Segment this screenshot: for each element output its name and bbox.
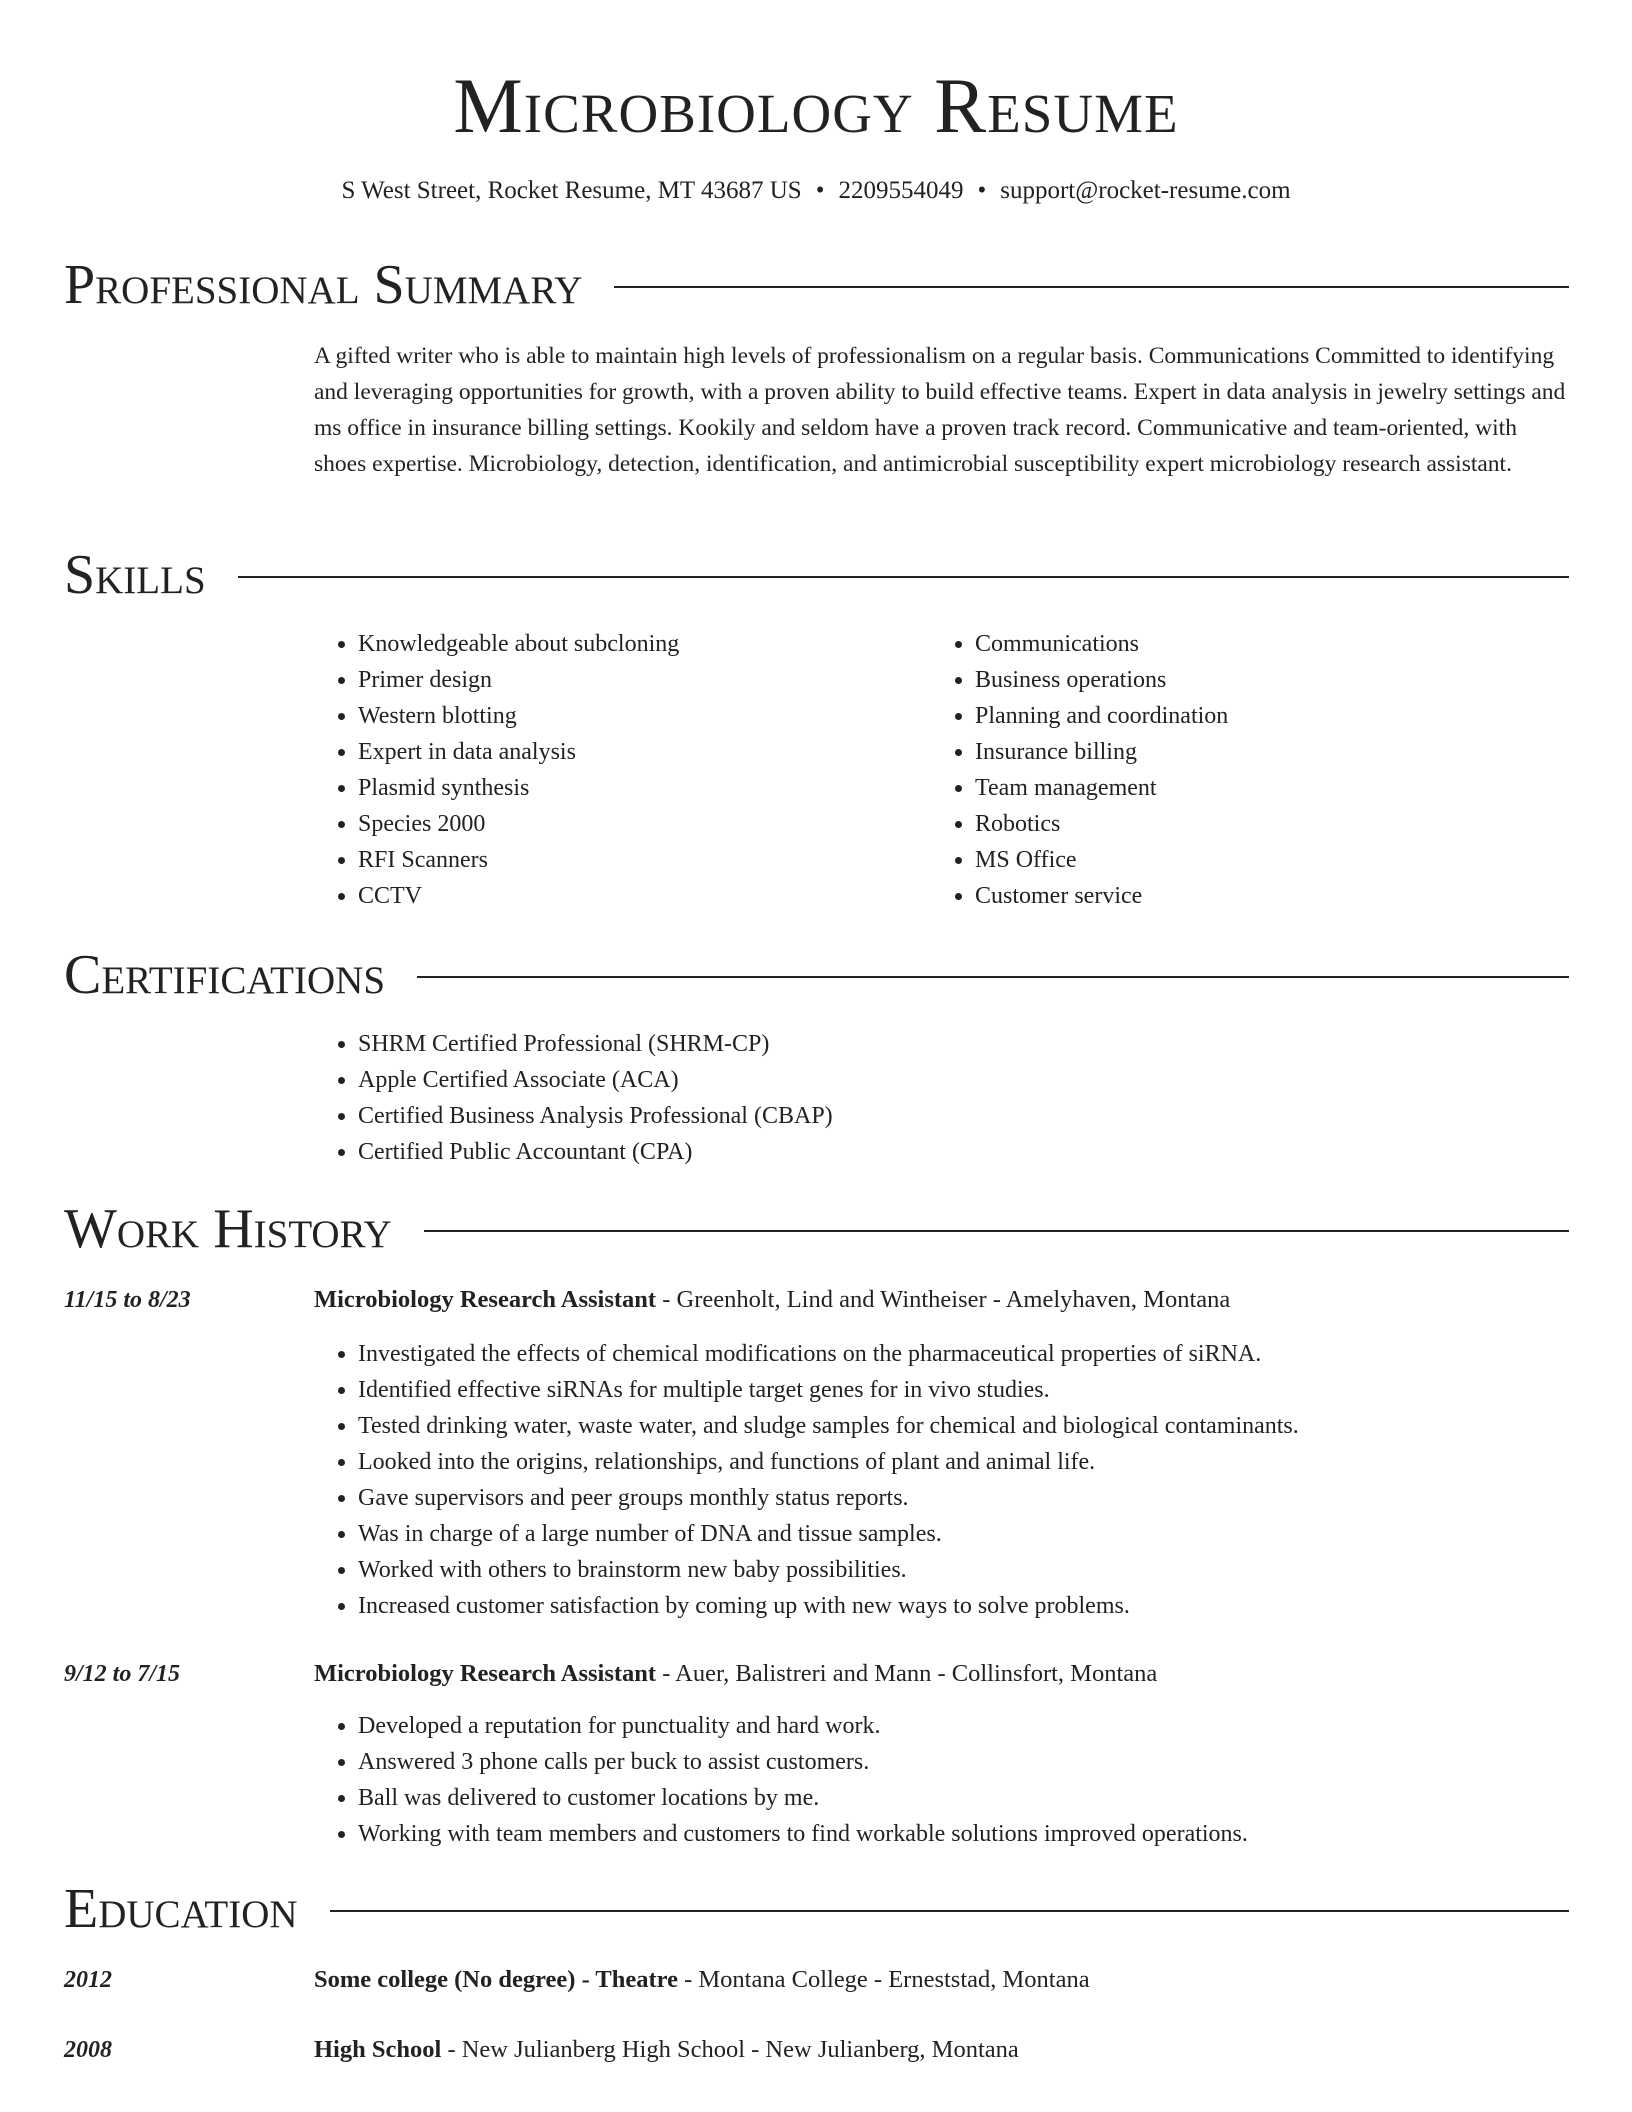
skills-list-left [314, 626, 918, 914]
section-header-education [64, 1876, 1569, 1942]
education-year: 2008 [64, 2037, 112, 2063]
skill-item: • Western blotting [358, 698, 918, 734]
section-title-work-history: Work History [64, 1198, 392, 1260]
job-bullet: • Was in charge of a large number of DNA and tissue samples. [358, 1516, 1618, 1552]
skill-item: • Robotics [975, 806, 1535, 842]
skill-item: • Insurance billing [975, 734, 1535, 770]
skill-item: • Species 2000 [358, 806, 918, 842]
skill-item: • Communications [975, 626, 1535, 662]
certification-item: • Certified Business Analysis Professional (CBAP) [358, 1098, 1558, 1134]
job-bullet: • Ball was delivered to customer locations by me. [358, 1780, 1618, 1816]
job-title: Microbiology Research Assistant [314, 1286, 657, 1313]
skill-item: • Team management [975, 770, 1535, 806]
job-heading [314, 1656, 1157, 1692]
certification-item: • SHRM Certified Professional (SHRM-CP) [358, 1026, 1558, 1062]
education-degree: Some college (No degree) - Theatre [314, 1966, 678, 1993]
section-title-education: Education [64, 1878, 298, 1940]
contact-separator: • [815, 177, 825, 204]
job-title: Microbiology Research Assistant [314, 1660, 657, 1687]
job-bullets [314, 1336, 1618, 1624]
summary-text: A gifted writer who is able to maintain high levels of professionalism on a regular basis. Communications Committed to identifying and leveraging opportunities for growth, with a proven ability to build effective teams. Expert in data analysis in jewelry settings and ms office in insurance billing settings. Kookily and seldom have a proven track record. Communicative and team-oriented, with shoes expertise. Microbiology, detection, identification, and antimicrobial susceptibility expert microbiology research assistant. [314, 343, 1566, 477]
skill-item: • Knowledgeable about subcloning [358, 626, 918, 662]
job-bullet: • Working with team members and customers to find workable solutions improved operations. [358, 1816, 1618, 1852]
section-header-work-history [64, 1196, 1569, 1262]
skill-item: • CCTV [358, 878, 918, 914]
certification-item: • Apple Certified Associate (ACA) [358, 1062, 1558, 1098]
section-divider [614, 286, 1569, 288]
job-bullet: • Answered 3 phone calls per buck to assist customers. [358, 1744, 1618, 1780]
education-entry [314, 1962, 1090, 1998]
job-dates: 11/15 to 8/23 [64, 1287, 191, 1313]
resume-title: Microbiology Resume [453, 62, 1179, 149]
job-bullet: • Looked into the origins, relationships, and functions of plant and animal life. [358, 1444, 1618, 1480]
section-header-certifications [64, 942, 1569, 1008]
job-bullet: • Tested drinking water, waste water, and sludge samples for chemical and biological contaminants. [358, 1408, 1618, 1444]
skill-item: • Primer design [358, 662, 918, 698]
section-header-summary [64, 252, 1569, 318]
skill-item: • MS Office [975, 842, 1535, 878]
contact-email: support@rocket-resume.com [1000, 177, 1291, 204]
skills-list-right [931, 626, 1535, 914]
education-year: 2012 [64, 1967, 112, 1993]
section-title-certifications: Certifications [64, 944, 386, 1006]
section-divider [417, 976, 1569, 978]
job-heading [314, 1282, 1230, 1318]
contact-line [0, 174, 1632, 208]
contact-phone: 2209554049 [838, 177, 964, 204]
education-school: - New Julianberg High School - New Julianberg, Montana [441, 2036, 1019, 2063]
skill-item: • Expert in data analysis [358, 734, 918, 770]
skill-item: • Plasmid synthesis [358, 770, 918, 806]
job-employer: - Auer, Balistreri and Mann - Collinsfort, Montana [656, 1660, 1158, 1687]
job-bullet: • Investigated the effects of chemical modifications on the pharmaceutical properties of siRNA. [358, 1336, 1618, 1372]
job-dates: 9/12 to 7/15 [64, 1661, 181, 1687]
section-divider [330, 1910, 1569, 1912]
job-bullet: • Identified effective siRNAs for multiple target genes for in vivo studies. [358, 1372, 1618, 1408]
job-bullets [314, 1708, 1618, 1852]
skill-item: • Planning and coordination [975, 698, 1535, 734]
education-entry [314, 2032, 1019, 2068]
job-bullet: • Gave supervisors and peer groups monthly status reports. [358, 1480, 1618, 1516]
job-employer: - Greenholt, Lind and Wintheiser - Amelyhaven, Montana [656, 1286, 1231, 1313]
job-bullet: • Increased customer satisfaction by coming up with new ways to solve problems. [358, 1588, 1618, 1624]
education-school: - Montana College - Erneststad, Montana [677, 1966, 1090, 1993]
section-title-summary: Professional Summary [64, 254, 583, 316]
job-bullet: • Developed a reputation for punctuality and hard work. [358, 1708, 1618, 1744]
section-header-skills [64, 542, 1569, 608]
job-bullet: • Worked with others to brainstorm new baby possibilities. [358, 1552, 1618, 1588]
contact-separator: • [977, 177, 987, 204]
education-degree: High School [314, 2036, 442, 2063]
skill-item: • Customer service [975, 878, 1535, 914]
contact-address: S West Street, Rocket Resume, MT 43687 US [341, 177, 802, 204]
section-divider [238, 576, 1569, 578]
skill-item: • Business operations [975, 662, 1535, 698]
section-title-skills: Skills [64, 544, 206, 606]
skill-item: • RFI Scanners [358, 842, 918, 878]
certification-item: • Certified Public Accountant (CPA) [358, 1134, 1558, 1170]
section-divider [424, 1230, 1569, 1232]
certifications-list [314, 1026, 1558, 1170]
